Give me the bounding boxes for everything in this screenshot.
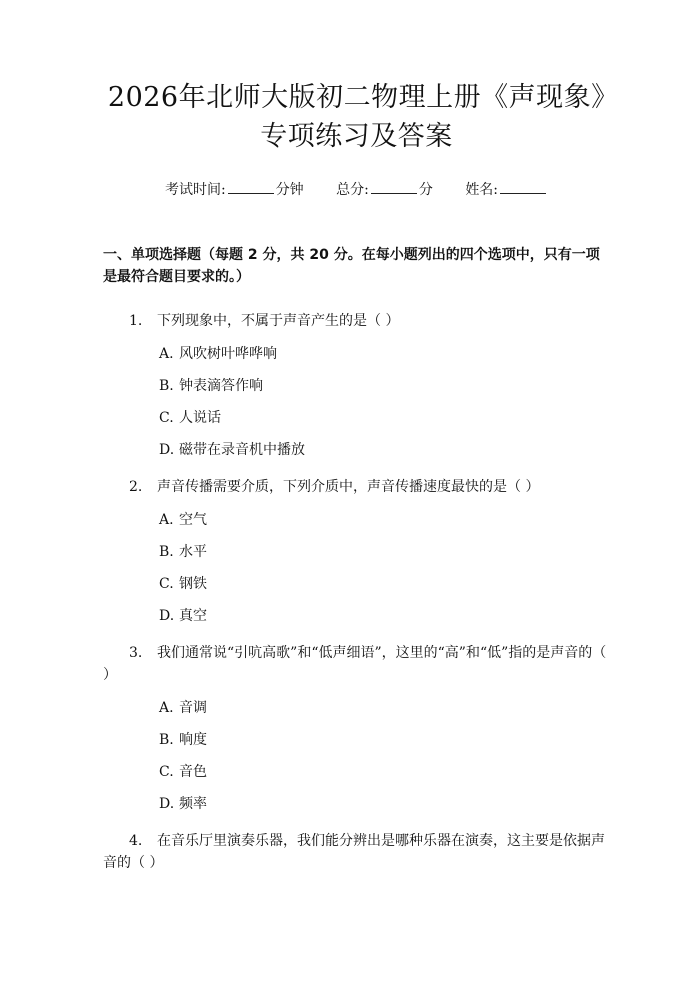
question-text: 声音传播需要介质，下列介质中，声音传播速度最快的是（ ） (157, 479, 540, 495)
option-text: 频率 (179, 796, 207, 812)
option-text: 空气 (179, 512, 207, 528)
total-score-label: 总分: (336, 182, 369, 198)
option-c (103, 762, 610, 782)
option-letter: D. (159, 442, 175, 458)
option-text: 钢铁 (179, 576, 207, 592)
exam-time-field (165, 179, 304, 200)
document-title: 2026年北师大版初二物理上册《声现象》专项练习及答案 (107, 82, 606, 152)
name-blank (500, 179, 546, 194)
name-field (465, 179, 548, 200)
option-letter: A. (159, 700, 174, 716)
option-letter: A. (159, 346, 174, 362)
total-score-unit: 分 (418, 182, 433, 198)
option-letter: C. (159, 764, 174, 780)
option-text: 水平 (179, 544, 207, 560)
question-text: 在音乐厅里演奏乐器，我们能分辨出是哪种乐器在演奏，这主要是依据声音的（ ） (103, 833, 605, 871)
option-b (103, 542, 610, 562)
exam-time-label: 考试时间: (164, 182, 226, 198)
option-d (103, 794, 610, 814)
option-letter: A. (159, 512, 174, 528)
exam-meta-line (103, 179, 610, 200)
option-b (103, 376, 610, 396)
option-text: 人说话 (179, 410, 221, 426)
option-b (103, 730, 610, 750)
exam-time-unit: 分钟 (275, 182, 304, 198)
option-d (103, 606, 610, 626)
option-letter: B. (159, 378, 174, 394)
total-score-field (336, 179, 433, 200)
section-heading: 一、单项选择题（每题 2 分，共 20 分。在每小题列出的四个选项中，只有一项是最符合题目要求的。） (103, 247, 600, 285)
option-text: 响度 (179, 732, 207, 748)
name-label: 姓名: (465, 182, 499, 198)
option-text: 音色 (179, 764, 207, 780)
option-letter: B. (159, 732, 174, 748)
option-letter: D. (159, 608, 175, 624)
option-d (103, 440, 610, 460)
total-score-blank (371, 179, 417, 194)
option-text: 磁带在录音机中播放 (179, 442, 305, 458)
question-1-options (103, 344, 610, 460)
question-text: 我们通常说“引吭高歌”和“低声细语”，这里的“高”和“低”指的是声音的（ ） (103, 645, 607, 683)
option-text: 音调 (179, 700, 207, 716)
question-2 (103, 476, 610, 498)
question-3-options (103, 698, 610, 814)
question-4 (103, 830, 610, 874)
option-a (103, 698, 610, 718)
question-2-options (103, 510, 610, 626)
question-number: 2. (129, 479, 143, 495)
question-number: 1. (129, 313, 143, 329)
question-number: 4. (129, 833, 143, 849)
option-a (103, 344, 610, 364)
question-1 (103, 310, 610, 332)
option-a (103, 510, 610, 530)
option-text: 风吹树叶哗哗响 (179, 346, 277, 362)
option-text: 钟表滴答作响 (179, 378, 263, 394)
exam-time-blank (228, 179, 274, 194)
question-3 (103, 642, 610, 686)
option-letter: C. (159, 410, 174, 426)
question-text: 下列现象中，不属于声音产生的是（ ） (157, 313, 400, 329)
option-letter: D. (159, 796, 175, 812)
option-letter: C. (159, 576, 174, 592)
option-c (103, 574, 610, 594)
option-letter: B. (159, 544, 174, 560)
option-c (103, 408, 610, 428)
option-text: 真空 (179, 608, 207, 624)
document-page (0, 78, 700, 983)
question-number: 3. (129, 645, 143, 661)
